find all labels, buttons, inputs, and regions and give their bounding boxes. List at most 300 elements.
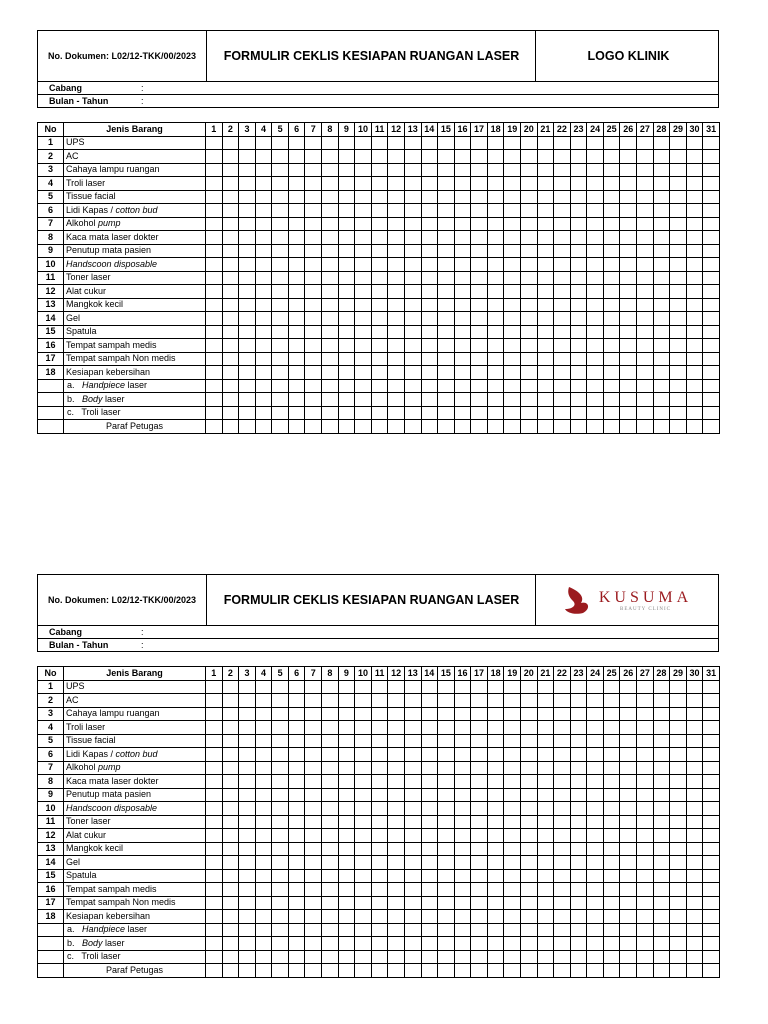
check-cell[interactable] <box>603 312 620 326</box>
check-cell[interactable] <box>554 258 571 272</box>
check-cell[interactable] <box>504 707 521 721</box>
check-cell[interactable] <box>371 325 388 339</box>
check-cell[interactable] <box>520 937 537 951</box>
check-cell[interactable] <box>570 298 587 312</box>
check-cell[interactable] <box>570 393 587 407</box>
check-cell[interactable] <box>338 815 355 829</box>
check-cell[interactable] <box>570 217 587 231</box>
check-cell[interactable] <box>421 761 438 775</box>
check-cell[interactable] <box>454 217 471 231</box>
check-cell[interactable] <box>288 869 305 883</box>
check-cell[interactable] <box>537 856 554 870</box>
check-cell[interactable] <box>305 734 322 748</box>
check-cell[interactable] <box>371 366 388 380</box>
check-cell[interactable] <box>554 883 571 897</box>
check-cell[interactable] <box>305 815 322 829</box>
check-cell[interactable] <box>637 802 654 816</box>
check-cell[interactable] <box>438 325 455 339</box>
check-cell[interactable] <box>288 856 305 870</box>
check-cell[interactable] <box>537 136 554 150</box>
check-cell[interactable] <box>637 231 654 245</box>
check-cell[interactable] <box>637 748 654 762</box>
check-cell[interactable] <box>653 298 670 312</box>
check-cell[interactable] <box>272 734 289 748</box>
check-cell[interactable] <box>206 406 223 420</box>
check-cell[interactable] <box>338 366 355 380</box>
check-cell[interactable] <box>471 775 488 789</box>
check-cell[interactable] <box>438 707 455 721</box>
check-cell[interactable] <box>288 177 305 191</box>
check-cell[interactable] <box>504 883 521 897</box>
check-cell[interactable] <box>471 680 488 694</box>
check-cell[interactable] <box>421 312 438 326</box>
check-cell[interactable] <box>637 150 654 164</box>
check-cell[interactable] <box>239 856 256 870</box>
check-cell[interactable] <box>206 271 223 285</box>
check-cell[interactable] <box>388 761 405 775</box>
check-cell[interactable] <box>520 366 537 380</box>
check-cell[interactable] <box>239 393 256 407</box>
check-cell[interactable] <box>206 896 223 910</box>
check-cell[interactable] <box>587 271 604 285</box>
signature-cell[interactable] <box>537 420 554 434</box>
check-cell[interactable] <box>355 869 372 883</box>
check-cell[interactable] <box>520 883 537 897</box>
check-cell[interactable] <box>305 271 322 285</box>
check-cell[interactable] <box>239 761 256 775</box>
check-cell[interactable] <box>239 204 256 218</box>
check-cell[interactable] <box>703 312 720 326</box>
check-cell[interactable] <box>305 842 322 856</box>
check-cell[interactable] <box>206 910 223 924</box>
check-cell[interactable] <box>421 910 438 924</box>
check-cell[interactable] <box>620 190 637 204</box>
check-cell[interactable] <box>603 406 620 420</box>
check-cell[interactable] <box>322 910 339 924</box>
check-cell[interactable] <box>603 339 620 353</box>
check-cell[interactable] <box>239 352 256 366</box>
check-cell[interactable] <box>371 406 388 420</box>
signature-cell[interactable] <box>355 964 372 978</box>
check-cell[interactable] <box>222 285 239 299</box>
check-cell[interactable] <box>338 298 355 312</box>
check-cell[interactable] <box>255 694 272 708</box>
check-cell[interactable] <box>288 937 305 951</box>
check-cell[interactable] <box>305 258 322 272</box>
check-cell[interactable] <box>255 298 272 312</box>
check-cell[interactable] <box>653 379 670 393</box>
check-cell[interactable] <box>355 910 372 924</box>
check-cell[interactable] <box>421 258 438 272</box>
check-cell[interactable] <box>504 258 521 272</box>
check-cell[interactable] <box>653 734 670 748</box>
check-cell[interactable] <box>371 339 388 353</box>
check-cell[interactable] <box>686 352 703 366</box>
check-cell[interactable] <box>305 406 322 420</box>
check-cell[interactable] <box>554 231 571 245</box>
check-cell[interactable] <box>288 136 305 150</box>
check-cell[interactable] <box>222 177 239 191</box>
check-cell[interactable] <box>520 869 537 883</box>
check-cell[interactable] <box>239 312 256 326</box>
check-cell[interactable] <box>288 788 305 802</box>
check-cell[interactable] <box>487 856 504 870</box>
check-cell[interactable] <box>454 352 471 366</box>
check-cell[interactable] <box>454 883 471 897</box>
check-cell[interactable] <box>239 923 256 937</box>
check-cell[interactable] <box>206 244 223 258</box>
check-cell[interactable] <box>637 869 654 883</box>
check-cell[interactable] <box>322 707 339 721</box>
signature-cell[interactable] <box>421 420 438 434</box>
check-cell[interactable] <box>587 721 604 735</box>
check-cell[interactable] <box>703 136 720 150</box>
check-cell[interactable] <box>388 842 405 856</box>
check-cell[interactable] <box>520 734 537 748</box>
check-cell[interactable] <box>587 842 604 856</box>
check-cell[interactable] <box>388 339 405 353</box>
check-cell[interactable] <box>471 325 488 339</box>
check-cell[interactable] <box>620 734 637 748</box>
check-cell[interactable] <box>520 775 537 789</box>
check-cell[interactable] <box>653 190 670 204</box>
check-cell[interactable] <box>620 815 637 829</box>
check-cell[interactable] <box>322 136 339 150</box>
check-cell[interactable] <box>305 775 322 789</box>
check-cell[interactable] <box>686 393 703 407</box>
check-cell[interactable] <box>570 150 587 164</box>
check-cell[interactable] <box>570 177 587 191</box>
check-cell[interactable] <box>504 734 521 748</box>
check-cell[interactable] <box>504 950 521 964</box>
check-cell[interactable] <box>388 352 405 366</box>
check-cell[interactable] <box>222 190 239 204</box>
check-cell[interactable] <box>454 829 471 843</box>
check-cell[interactable] <box>520 680 537 694</box>
check-cell[interactable] <box>670 761 687 775</box>
check-cell[interactable] <box>206 339 223 353</box>
signature-cell[interactable] <box>272 420 289 434</box>
check-cell[interactable] <box>537 721 554 735</box>
check-cell[interactable] <box>537 339 554 353</box>
check-cell[interactable] <box>487 761 504 775</box>
check-cell[interactable] <box>288 204 305 218</box>
check-cell[interactable] <box>670 842 687 856</box>
check-cell[interactable] <box>305 748 322 762</box>
check-cell[interactable] <box>388 950 405 964</box>
check-cell[interactable] <box>288 883 305 897</box>
check-cell[interactable] <box>338 707 355 721</box>
check-cell[interactable] <box>504 150 521 164</box>
check-cell[interactable] <box>255 856 272 870</box>
check-cell[interactable] <box>570 896 587 910</box>
check-cell[interactable] <box>703 163 720 177</box>
check-cell[interactable] <box>355 136 372 150</box>
check-cell[interactable] <box>471 721 488 735</box>
check-cell[interactable] <box>288 150 305 164</box>
check-cell[interactable] <box>703 680 720 694</box>
check-cell[interactable] <box>554 285 571 299</box>
check-cell[interactable] <box>537 379 554 393</box>
check-cell[interactable] <box>686 406 703 420</box>
check-cell[interactable] <box>288 393 305 407</box>
check-cell[interactable] <box>454 379 471 393</box>
check-cell[interactable] <box>703 366 720 380</box>
check-cell[interactable] <box>206 204 223 218</box>
check-cell[interactable] <box>222 937 239 951</box>
check-cell[interactable] <box>322 761 339 775</box>
signature-cell[interactable] <box>587 420 604 434</box>
check-cell[interactable] <box>305 204 322 218</box>
check-cell[interactable] <box>537 258 554 272</box>
signature-cell[interactable] <box>272 964 289 978</box>
signature-cell[interactable] <box>288 964 305 978</box>
check-cell[interactable] <box>454 869 471 883</box>
check-cell[interactable] <box>421 325 438 339</box>
check-cell[interactable] <box>487 312 504 326</box>
check-cell[interactable] <box>653 883 670 897</box>
check-cell[interactable] <box>570 231 587 245</box>
check-cell[interactable] <box>653 694 670 708</box>
check-cell[interactable] <box>322 775 339 789</box>
check-cell[interactable] <box>487 829 504 843</box>
check-cell[interactable] <box>653 258 670 272</box>
check-cell[interactable] <box>471 298 488 312</box>
check-cell[interactable] <box>603 694 620 708</box>
check-cell[interactable] <box>288 680 305 694</box>
check-cell[interactable] <box>603 761 620 775</box>
check-cell[interactable] <box>686 204 703 218</box>
check-cell[interactable] <box>239 285 256 299</box>
check-cell[interactable] <box>686 680 703 694</box>
check-cell[interactable] <box>520 312 537 326</box>
check-cell[interactable] <box>620 802 637 816</box>
check-cell[interactable] <box>438 258 455 272</box>
check-cell[interactable] <box>322 258 339 272</box>
check-cell[interactable] <box>554 923 571 937</box>
check-cell[interactable] <box>686 923 703 937</box>
check-cell[interactable] <box>388 734 405 748</box>
check-cell[interactable] <box>670 285 687 299</box>
check-cell[interactable] <box>255 177 272 191</box>
check-cell[interactable] <box>206 842 223 856</box>
check-cell[interactable] <box>603 883 620 897</box>
check-cell[interactable] <box>404 802 421 816</box>
check-cell[interactable] <box>554 406 571 420</box>
check-cell[interactable] <box>239 950 256 964</box>
check-cell[interactable] <box>454 856 471 870</box>
check-cell[interactable] <box>620 707 637 721</box>
check-cell[interactable] <box>438 285 455 299</box>
signature-cell[interactable] <box>388 964 405 978</box>
check-cell[interactable] <box>637 136 654 150</box>
signature-cell[interactable] <box>620 420 637 434</box>
check-cell[interactable] <box>322 748 339 762</box>
check-cell[interactable] <box>703 775 720 789</box>
check-cell[interactable] <box>272 393 289 407</box>
check-cell[interactable] <box>603 856 620 870</box>
check-cell[interactable] <box>454 937 471 951</box>
check-cell[interactable] <box>222 856 239 870</box>
signature-cell[interactable] <box>305 964 322 978</box>
check-cell[interactable] <box>537 761 554 775</box>
check-cell[interactable] <box>520 231 537 245</box>
check-cell[interactable] <box>620 150 637 164</box>
check-cell[interactable] <box>322 829 339 843</box>
check-cell[interactable] <box>322 298 339 312</box>
check-cell[interactable] <box>288 406 305 420</box>
check-cell[interactable] <box>338 775 355 789</box>
check-cell[interactable] <box>206 775 223 789</box>
check-cell[interactable] <box>603 734 620 748</box>
check-cell[interactable] <box>454 271 471 285</box>
check-cell[interactable] <box>355 842 372 856</box>
check-cell[interactable] <box>454 734 471 748</box>
check-cell[interactable] <box>255 244 272 258</box>
check-cell[interactable] <box>703 231 720 245</box>
check-cell[interactable] <box>421 896 438 910</box>
check-cell[interactable] <box>603 244 620 258</box>
check-cell[interactable] <box>670 869 687 883</box>
check-cell[interactable] <box>504 217 521 231</box>
check-cell[interactable] <box>637 271 654 285</box>
check-cell[interactable] <box>454 298 471 312</box>
check-cell[interactable] <box>653 406 670 420</box>
check-cell[interactable] <box>438 829 455 843</box>
check-cell[interactable] <box>421 177 438 191</box>
check-cell[interactable] <box>653 869 670 883</box>
check-cell[interactable] <box>355 271 372 285</box>
check-cell[interactable] <box>620 177 637 191</box>
check-cell[interactable] <box>404 204 421 218</box>
check-cell[interactable] <box>305 761 322 775</box>
check-cell[interactable] <box>587 694 604 708</box>
check-cell[interactable] <box>653 204 670 218</box>
check-cell[interactable] <box>371 883 388 897</box>
signature-cell[interactable] <box>637 420 654 434</box>
check-cell[interactable] <box>703 271 720 285</box>
check-cell[interactable] <box>388 393 405 407</box>
check-cell[interactable] <box>620 352 637 366</box>
check-cell[interactable] <box>305 883 322 897</box>
check-cell[interactable] <box>454 406 471 420</box>
check-cell[interactable] <box>206 937 223 951</box>
check-cell[interactable] <box>554 694 571 708</box>
check-cell[interactable] <box>603 258 620 272</box>
check-cell[interactable] <box>404 271 421 285</box>
check-cell[interactable] <box>471 312 488 326</box>
check-cell[interactable] <box>620 694 637 708</box>
check-cell[interactable] <box>537 707 554 721</box>
check-cell[interactable] <box>587 136 604 150</box>
check-cell[interactable] <box>637 950 654 964</box>
check-cell[interactable] <box>288 258 305 272</box>
check-cell[interactable] <box>404 366 421 380</box>
check-cell[interactable] <box>686 721 703 735</box>
check-cell[interactable] <box>338 163 355 177</box>
check-cell[interactable] <box>305 802 322 816</box>
check-cell[interactable] <box>554 761 571 775</box>
check-cell[interactable] <box>338 204 355 218</box>
signature-cell[interactable] <box>554 420 571 434</box>
check-cell[interactable] <box>637 312 654 326</box>
check-cell[interactable] <box>504 298 521 312</box>
check-cell[interactable] <box>305 163 322 177</box>
check-cell[interactable] <box>338 856 355 870</box>
check-cell[interactable] <box>239 829 256 843</box>
check-cell[interactable] <box>288 923 305 937</box>
check-cell[interactable] <box>587 680 604 694</box>
check-cell[interactable] <box>454 842 471 856</box>
check-cell[interactable] <box>670 896 687 910</box>
check-cell[interactable] <box>255 788 272 802</box>
check-cell[interactable] <box>355 163 372 177</box>
check-cell[interactable] <box>570 258 587 272</box>
check-cell[interactable] <box>255 869 272 883</box>
check-cell[interactable] <box>454 680 471 694</box>
check-cell[interactable] <box>222 298 239 312</box>
check-cell[interactable] <box>421 923 438 937</box>
check-cell[interactable] <box>272 815 289 829</box>
check-cell[interactable] <box>587 298 604 312</box>
check-cell[interactable] <box>239 842 256 856</box>
check-cell[interactable] <box>471 379 488 393</box>
check-cell[interactable] <box>670 775 687 789</box>
check-cell[interactable] <box>438 815 455 829</box>
check-cell[interactable] <box>421 950 438 964</box>
check-cell[interactable] <box>438 190 455 204</box>
check-cell[interactable] <box>603 163 620 177</box>
check-cell[interactable] <box>670 271 687 285</box>
check-cell[interactable] <box>471 923 488 937</box>
check-cell[interactable] <box>471 271 488 285</box>
check-cell[interactable] <box>305 352 322 366</box>
check-cell[interactable] <box>338 190 355 204</box>
check-cell[interactable] <box>288 950 305 964</box>
check-cell[interactable] <box>620 285 637 299</box>
check-cell[interactable] <box>504 285 521 299</box>
check-cell[interactable] <box>355 379 372 393</box>
check-cell[interactable] <box>438 379 455 393</box>
check-cell[interactable] <box>670 788 687 802</box>
check-cell[interactable] <box>338 829 355 843</box>
signature-cell[interactable] <box>255 420 272 434</box>
check-cell[interactable] <box>404 788 421 802</box>
check-cell[interactable] <box>388 937 405 951</box>
check-cell[interactable] <box>239 910 256 924</box>
check-cell[interactable] <box>288 802 305 816</box>
check-cell[interactable] <box>487 748 504 762</box>
check-cell[interactable] <box>686 312 703 326</box>
check-cell[interactable] <box>703 244 720 258</box>
check-cell[interactable] <box>554 177 571 191</box>
check-cell[interactable] <box>471 352 488 366</box>
check-cell[interactable] <box>438 204 455 218</box>
check-cell[interactable] <box>371 721 388 735</box>
check-cell[interactable] <box>438 244 455 258</box>
check-cell[interactable] <box>388 896 405 910</box>
signature-cell[interactable] <box>670 420 687 434</box>
check-cell[interactable] <box>338 748 355 762</box>
check-cell[interactable] <box>322 285 339 299</box>
check-cell[interactable] <box>587 775 604 789</box>
check-cell[interactable] <box>206 761 223 775</box>
check-cell[interactable] <box>703 829 720 843</box>
check-cell[interactable] <box>206 815 223 829</box>
check-cell[interactable] <box>255 339 272 353</box>
check-cell[interactable] <box>487 258 504 272</box>
check-cell[interactable] <box>272 190 289 204</box>
